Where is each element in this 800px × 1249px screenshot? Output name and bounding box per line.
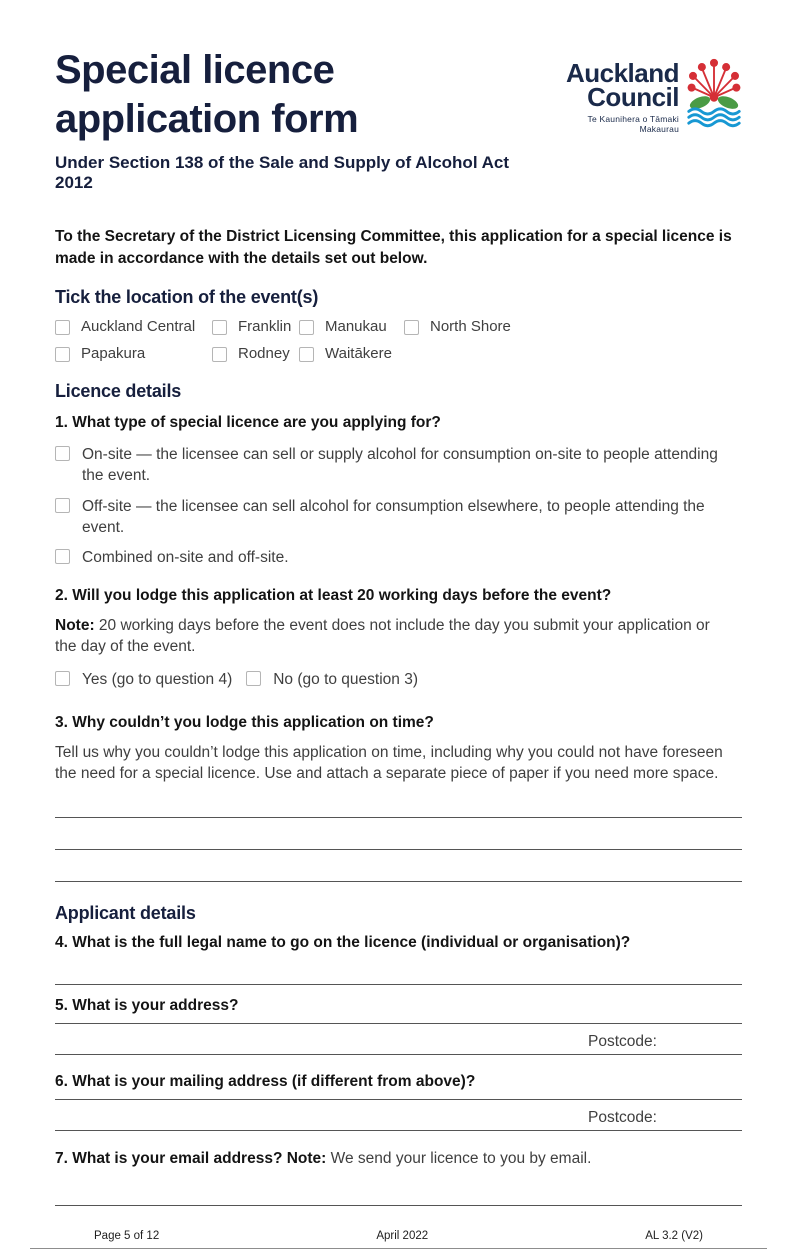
checkbox-option-rodney[interactable] — [212, 345, 299, 362]
question-7-rest: We send your licence to you by email. — [330, 1150, 592, 1168]
footer-date: April 2022 — [376, 1229, 429, 1242]
checkbox[interactable] — [404, 320, 419, 335]
answer-line[interactable] — [55, 784, 742, 818]
checkbox-option-waitakere[interactable] — [299, 345, 404, 362]
page-title-line2: application form — [55, 97, 359, 141]
checkbox-option-auckland-central[interactable] — [55, 318, 212, 335]
mailing-postcode-line[interactable] — [55, 1100, 742, 1131]
option-label: Manukau — [325, 317, 387, 335]
checkbox-option-north-shore[interactable] — [404, 318, 742, 335]
option-label: On-site — the licensee can sell or supply alcohol for consumption on-site to people attending the event. — [82, 445, 718, 485]
page-title — [55, 46, 547, 144]
option-label: Off-site — the licensee can sell alcohol for consumption elsewhere, to people attending the event. — [82, 497, 705, 536]
logo-text — [547, 53, 679, 134]
logo-tagline: Te Kaunihera o Tāmaki Makaurau — [587, 114, 679, 134]
question-1-label: 1. What type of special licence are you applying for? — [55, 413, 441, 431]
title-block — [55, 46, 547, 193]
page-footer — [55, 1230, 742, 1242]
checkbox-option-no[interactable] — [246, 669, 418, 690]
footer-divider — [30, 1248, 767, 1249]
checkbox[interactable] — [212, 320, 227, 335]
option-label: No (go to question 3) — [273, 671, 418, 689]
question-2-options — [55, 669, 742, 690]
checkbox[interactable] — [55, 446, 70, 461]
answer-line[interactable] — [55, 1170, 742, 1206]
footer-page-number: Page 5 of 12 — [94, 1229, 160, 1242]
question-3-help: Tell us why you couldn’t lodge this application on time, including why you could not have foreseen the need for a special licence. Use and attach a separate piece of paper if you need more space. — [55, 743, 723, 783]
question-7-bold: 7. What is your email address? Note: — [55, 1150, 327, 1168]
checkbox[interactable] — [55, 671, 70, 686]
checkbox-option-on-site[interactable] — [55, 444, 742, 487]
checkbox[interactable] — [55, 498, 70, 513]
option-label: Auckland Central — [81, 317, 196, 335]
option-label: Waitākere — [325, 344, 392, 362]
checkbox[interactable] — [55, 320, 70, 335]
question-4-label: 4. What is the full legal name to go on the licence (individual or organisation)? — [55, 934, 631, 952]
checkbox[interactable] — [246, 671, 261, 686]
checkbox[interactable] — [212, 347, 227, 362]
licence-details-heading: Licence details — [55, 380, 182, 401]
header — [55, 46, 742, 193]
address-postcode-line[interactable] — [55, 1024, 742, 1055]
location-checkbox-grid — [55, 318, 742, 362]
checkbox[interactable] — [299, 320, 314, 335]
option-label: Yes (go to question 4) — [82, 671, 233, 689]
checkbox-option-franklin[interactable] — [212, 318, 299, 335]
answer-line[interactable] — [55, 818, 742, 850]
form-subtitle: Under Section 138 of the Sale and Supply of Alcohol Act 2012 — [55, 153, 510, 192]
intro-statement: To the Secretary of the District Licensing Committee, this application for a special licence is made in accordance with the details set out below. — [55, 228, 732, 268]
location-section-heading: Tick the location of the event(s) — [55, 286, 319, 307]
page-title-line1: Special licence — [55, 48, 335, 92]
checkbox-option-manukau[interactable] — [299, 318, 404, 335]
question-2-note — [55, 615, 710, 658]
answer-line[interactable] — [55, 850, 742, 882]
checkbox[interactable] — [299, 347, 314, 362]
option-label: Rodney — [238, 344, 290, 362]
option-label: Papakura — [81, 344, 146, 362]
question-3-label: 3. Why couldn’t you lodge this application on time? — [55, 713, 434, 731]
question-2-label: 2. Will you lodge this application at least 20 working days before the event? — [55, 586, 612, 604]
logo-name — [547, 58, 679, 112]
question-6-label: 6. What is your mailing address (if different from above)? — [55, 1072, 742, 1100]
note-label: Note: — [55, 616, 95, 634]
checkbox[interactable] — [55, 347, 70, 362]
option-label: Franklin — [238, 317, 292, 335]
footer-version: AL 3.2 (V2) — [645, 1229, 703, 1242]
option-label: North Shore — [430, 317, 511, 335]
logo-name-line2: Council — [587, 82, 679, 112]
checkbox[interactable] — [55, 549, 70, 564]
note-text: 20 working days before the event does not include the day you submit your application or the day of the event. — [55, 616, 710, 656]
auckland-council-logo — [547, 53, 742, 134]
logo-name-line1: Auckland — [565, 58, 679, 88]
option-label: Combined on-site and off-site. — [82, 549, 289, 567]
checkbox-option-off-site[interactable] — [55, 496, 742, 539]
question-5-label: 5. What is your address? — [55, 996, 742, 1024]
answer-line[interactable] — [55, 954, 742, 985]
checkbox-option-papakura[interactable] — [55, 345, 212, 362]
postcode-label: Postcode: — [588, 1033, 657, 1051]
pohutukawa-flower-icon — [686, 53, 742, 125]
checkbox-option-combined[interactable] — [55, 547, 742, 568]
applicant-details-heading: Applicant details — [55, 903, 196, 924]
postcode-label: Postcode: — [588, 1109, 657, 1127]
checkbox-option-yes[interactable] — [55, 669, 232, 690]
question-7-label — [55, 1148, 742, 1169]
